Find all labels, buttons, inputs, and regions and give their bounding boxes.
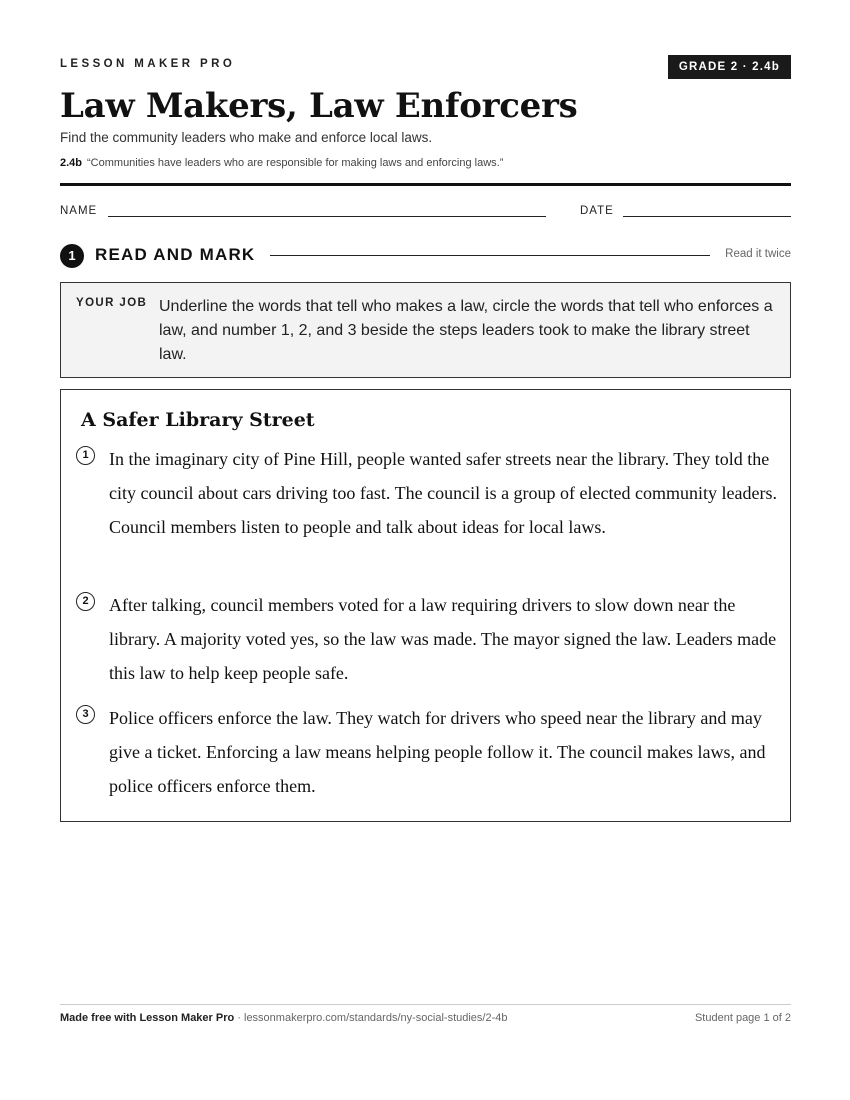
grade-badge: GRADE 2 · 2.4b (668, 55, 791, 79)
footer-credit (60, 1012, 508, 1024)
brand-name: LESSON MAKER PRO (60, 58, 236, 70)
reading-passage-box (60, 389, 791, 822)
page-subtitle: Find the community leaders who make and enforce local laws. (60, 130, 433, 145)
reading-paragraph: After talking, council members voted for a law requiring drivers to slow down near the library. A majority voted yes, so the law was made. The mayor signed the law. Leaders made this law to help keep people safe. (109, 595, 777, 683)
reading-paragraph: In the imaginary city of Pine Hill, people wanted safer streets near the library. They told the city council about cars driving too fast. The council is a group of elected community leaders. Council members listen to people and talk about ideas for local laws. (109, 449, 777, 537)
section-divider (270, 255, 710, 256)
footer-url: · lessonmakerpro.com/standards/ny-social-studies/2-4b (234, 1012, 508, 1024)
instructions-label: YOUR JOB (76, 297, 148, 309)
section-title: READ AND MARK (95, 245, 256, 264)
page-title: Law Makers, Law Enforcers (60, 86, 578, 126)
footer-page-number: Student page 1 of 2 (694, 1012, 791, 1024)
paragraph-number-badge: 2 (76, 592, 95, 611)
standard-text: “Communities have leaders who are responsible for making laws and enforcing laws.” (87, 157, 504, 169)
date-label: DATE (580, 205, 614, 217)
reading-title: A Safer Library Street (81, 409, 315, 431)
name-label: NAME (60, 205, 98, 217)
instructions-text: Underline the words that tell who makes a law, circle the words that tell who enforces a law, and number 1, 2, and 3 beside the steps leaders took to make the library street law. (159, 298, 773, 363)
footer-divider (60, 1004, 791, 1005)
paragraph-number-badge: 3 (76, 705, 95, 724)
footer-made-with: Made free with Lesson Maker Pro (60, 1012, 235, 1024)
standard-line (60, 157, 503, 169)
paragraph-number-badge: 1 (76, 446, 95, 465)
section-note: Read it twice (725, 248, 791, 260)
worksheet-page (60, 0, 791, 1100)
reading-paragraph: Police officers enforce the law. They watch for drivers who speed near the library and may give a ticket. Enforcing a law means helping people follow it. The council makes laws, and police officers enforce them. (109, 708, 766, 796)
header-divider (60, 183, 791, 186)
instructions-box (60, 282, 791, 378)
date-field[interactable] (623, 216, 791, 217)
section-number-badge: 1 (60, 244, 84, 268)
standard-code: 2.4b (60, 157, 83, 169)
name-field[interactable] (108, 216, 546, 217)
